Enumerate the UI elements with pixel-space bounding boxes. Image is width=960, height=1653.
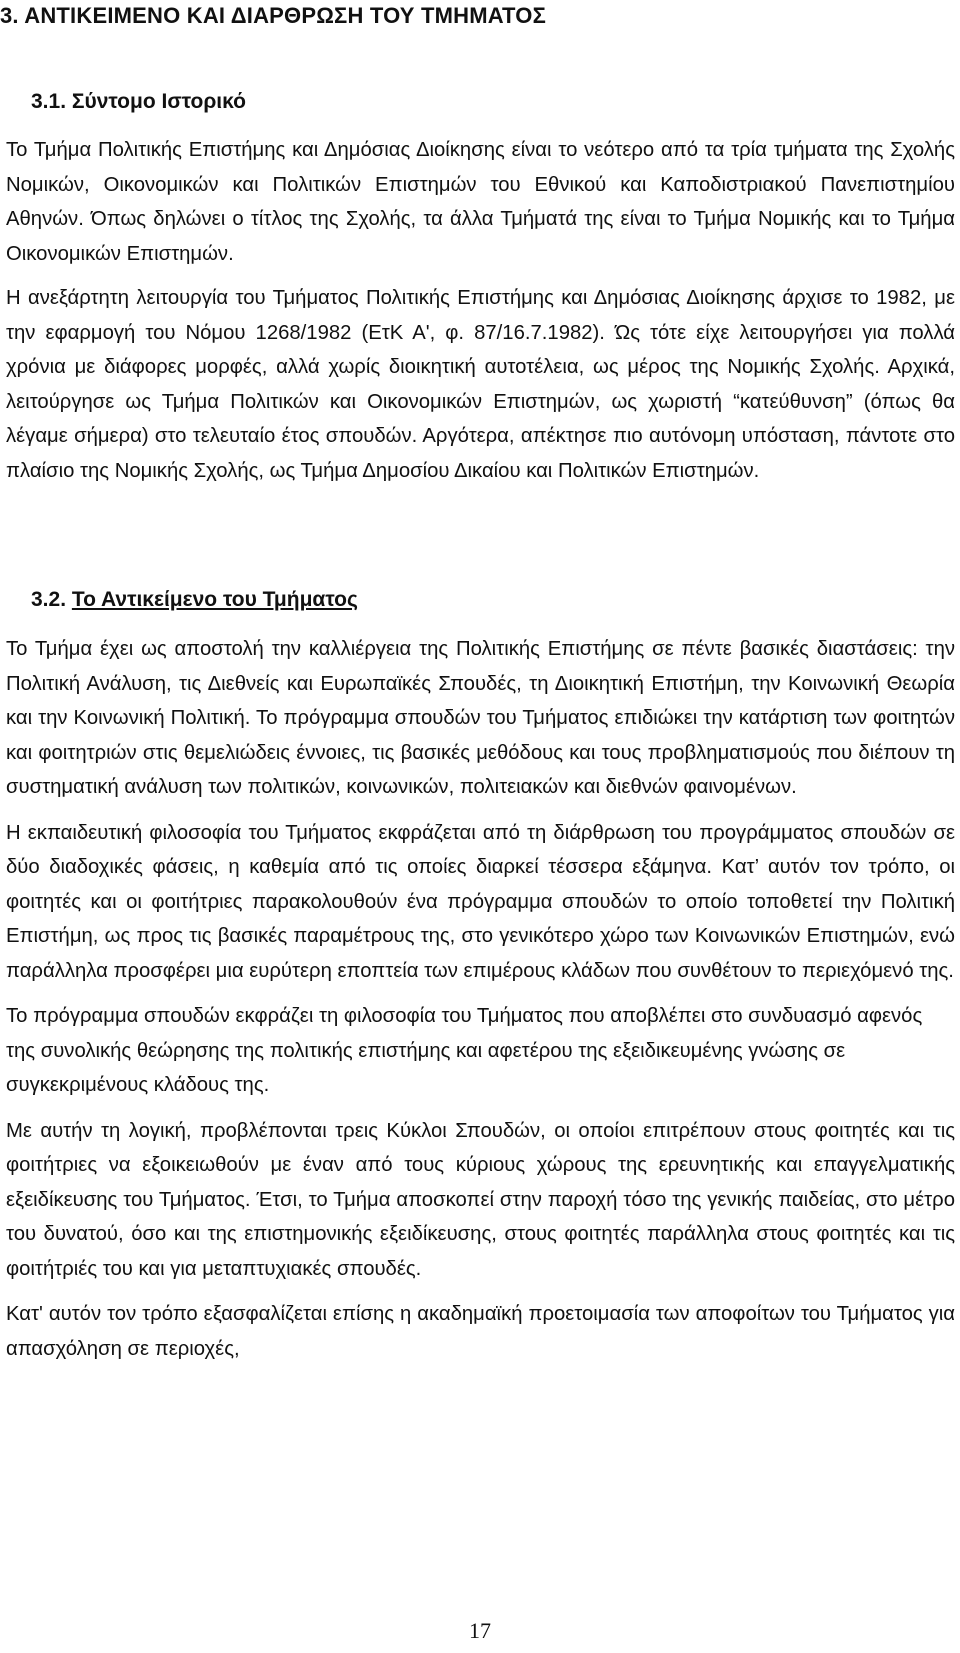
paragraph: Κατ' αυτόν τον τρόπο εξασφαλίζεται επίσης η ακαδημαϊκή προετοιμασία των αποφοίτων του Τμήματος για απασχόληση σε περιοχές, bbox=[6, 1303, 955, 1360]
page-number: 17 bbox=[469, 1618, 491, 1643]
chapter-title: 3. ΑΝΤΙΚΕΙΜΕΝΟ ΚΑΙ ΔΙΑΡΘΡΩΣΗ ΤΟΥ ΤΜΗΜΑΤΟΣ bbox=[0, 3, 546, 28]
section-heading bbox=[6, 86, 955, 118]
section-number: 3.2. bbox=[31, 588, 67, 611]
section-title: Το Αντικείμενο του Τμήματος bbox=[71, 588, 358, 611]
paragraph: Με αυτήν τη λογική, προβλέπονται τρεις Κύκλοι Σπουδών, οι οποίοι επιτρέπουν στους φοιτητές και τις φοιτήτριες να εξοικειωθούν με έναν από τους κύριους χώρους της ερευνητικής και επαγγελματικής εξειδίκευσης του Τμήματος. Έτσι, το Τμήμα αποσκοπεί στην παροχή τόσο της γενικής παιδείας, στο μέτρο του δυνατού, όσο και της επιστημονικής εξειδίκευσης, στους φοιτητές παράλληλα στους φοιτητές και τις φοιτήτριές του και για μεταπτυχιακές σπουδές. bbox=[6, 1119, 955, 1280]
section-subject bbox=[6, 584, 955, 1366]
paragraph: Το Τμήμα έχει ως αποστολή την καλλιέργεια της Πολιτικής Επιστήμης σε πέντε βασικές διαστάσεις: την Πολιτική Ανάλυση, τις Διεθνείς και Ευρωπαϊκές Σπουδές, τη Διοικητική Επιστήμη, την Κοινωνική Θεωρία και την Κοινωνική Πολιτική. Το πρόγραμμα σπουδών του Τμήματος επιδιώκει την κατάρτιση των φοιτητών και φοιτητριών στις θεμελιώδεις έννοιες, τις βασικές μεθόδους και τους προβληματισμούς που διέπουν τη συστηματική ανάλυση των πολιτικών, κοινωνικών, πολιτειακών και διεθνών φαινομένων. bbox=[6, 638, 955, 798]
section-history bbox=[6, 86, 955, 488]
paragraph: Η εκπαιδευτική φιλοσοφία του Τμήματος εκφράζεται από τη διάρθρωση του προγράμματος σπουδών σε δύο διαδοχικές φάσεις, η καθεμία από τις οποίες διαρκεί τέσσερα εξάμηνα. Κατ’ αυτόν τον τρόπο, οι φοιτητές και οι φοιτήτριες παρακολουθούν ένα πρόγραμμα σπουδών το οποίο τοποθετεί την Πολιτική Επιστήμη, ως προς τις βασικές παραμέτρους της, στο γενικότερο χώρο των Κοινωνικών Επιστημών, ενώ παράλληλα προσφέρει μια ευρύτερη εποπτεία των επιμέρους κλάδων που συνθέτουν το περιεχόμενό της. bbox=[6, 821, 955, 982]
section-number: 3.1. bbox=[31, 90, 67, 113]
paragraph: Η ανεξάρτητη λειτουργία του Τμήματος Πολιτικής Επιστήμης και Δημόσιας Διοίκησης άρχισε το 1982, με την εφαρμογή του Νόμου 1268/1982 (ΕτΚ Α', φ. 87/16.7.1982). Ώς τότε είχε λειτουργήσει για πολλά χρόνια με διάφορες μορφές, αλλά χωρίς διοικητική αυτοτέλεια, ως μέρος της Νομικής Σχολής. Αρχικά, λειτούργησε ως Τμήμα Πολιτικών και Οικονομικών Επιστημών, ως χωριστή “κατεύθυνση” (όπως θα λέγαμε σήμερα) στο τελευταίο έτος σπουδών. Αργότερα, απέκτησε πιο αυτόνομη υπόσταση, πάντοτε στο πλαίσιο της Νομικής Σχολής, ως Τμήμα Δημοσίου Δικαίου και Πολιτικών Επιστημών. bbox=[6, 287, 955, 482]
paragraph: Το Τμήμα Πολιτικής Επιστήμης και Δημόσιας Διοίκησης είναι το νεότερο από τα τρία τμήματα της Σχολής Νομικών, Οικονομικών και Πολιτικών Επιστημών του Εθνικού και Καποδιστριακού Πανεπιστημίου Αθηνών. Όπως δηλώνει ο τίτλος της Σχολής, τα άλλα Τμήματά της είναι το Τμήμα Νομικής και το Τμήμα Οικονομικών Επιστημών. bbox=[6, 139, 955, 265]
paragraph: Το πρόγραμμα σπουδών εκφράζει τη φιλοσοφία του Τμήματος που αποβλέπει στο συνδυασμό αφενός της συνολικής θεώρησης της πολιτικής επιστήμης και αφετέρου της εξειδικευμένης γνώσης σε συγκεκριμένους κλάδους της. bbox=[6, 1005, 923, 1096]
section-heading bbox=[6, 584, 955, 616]
section-title: Σύντομο Ιστορικό bbox=[71, 90, 246, 113]
